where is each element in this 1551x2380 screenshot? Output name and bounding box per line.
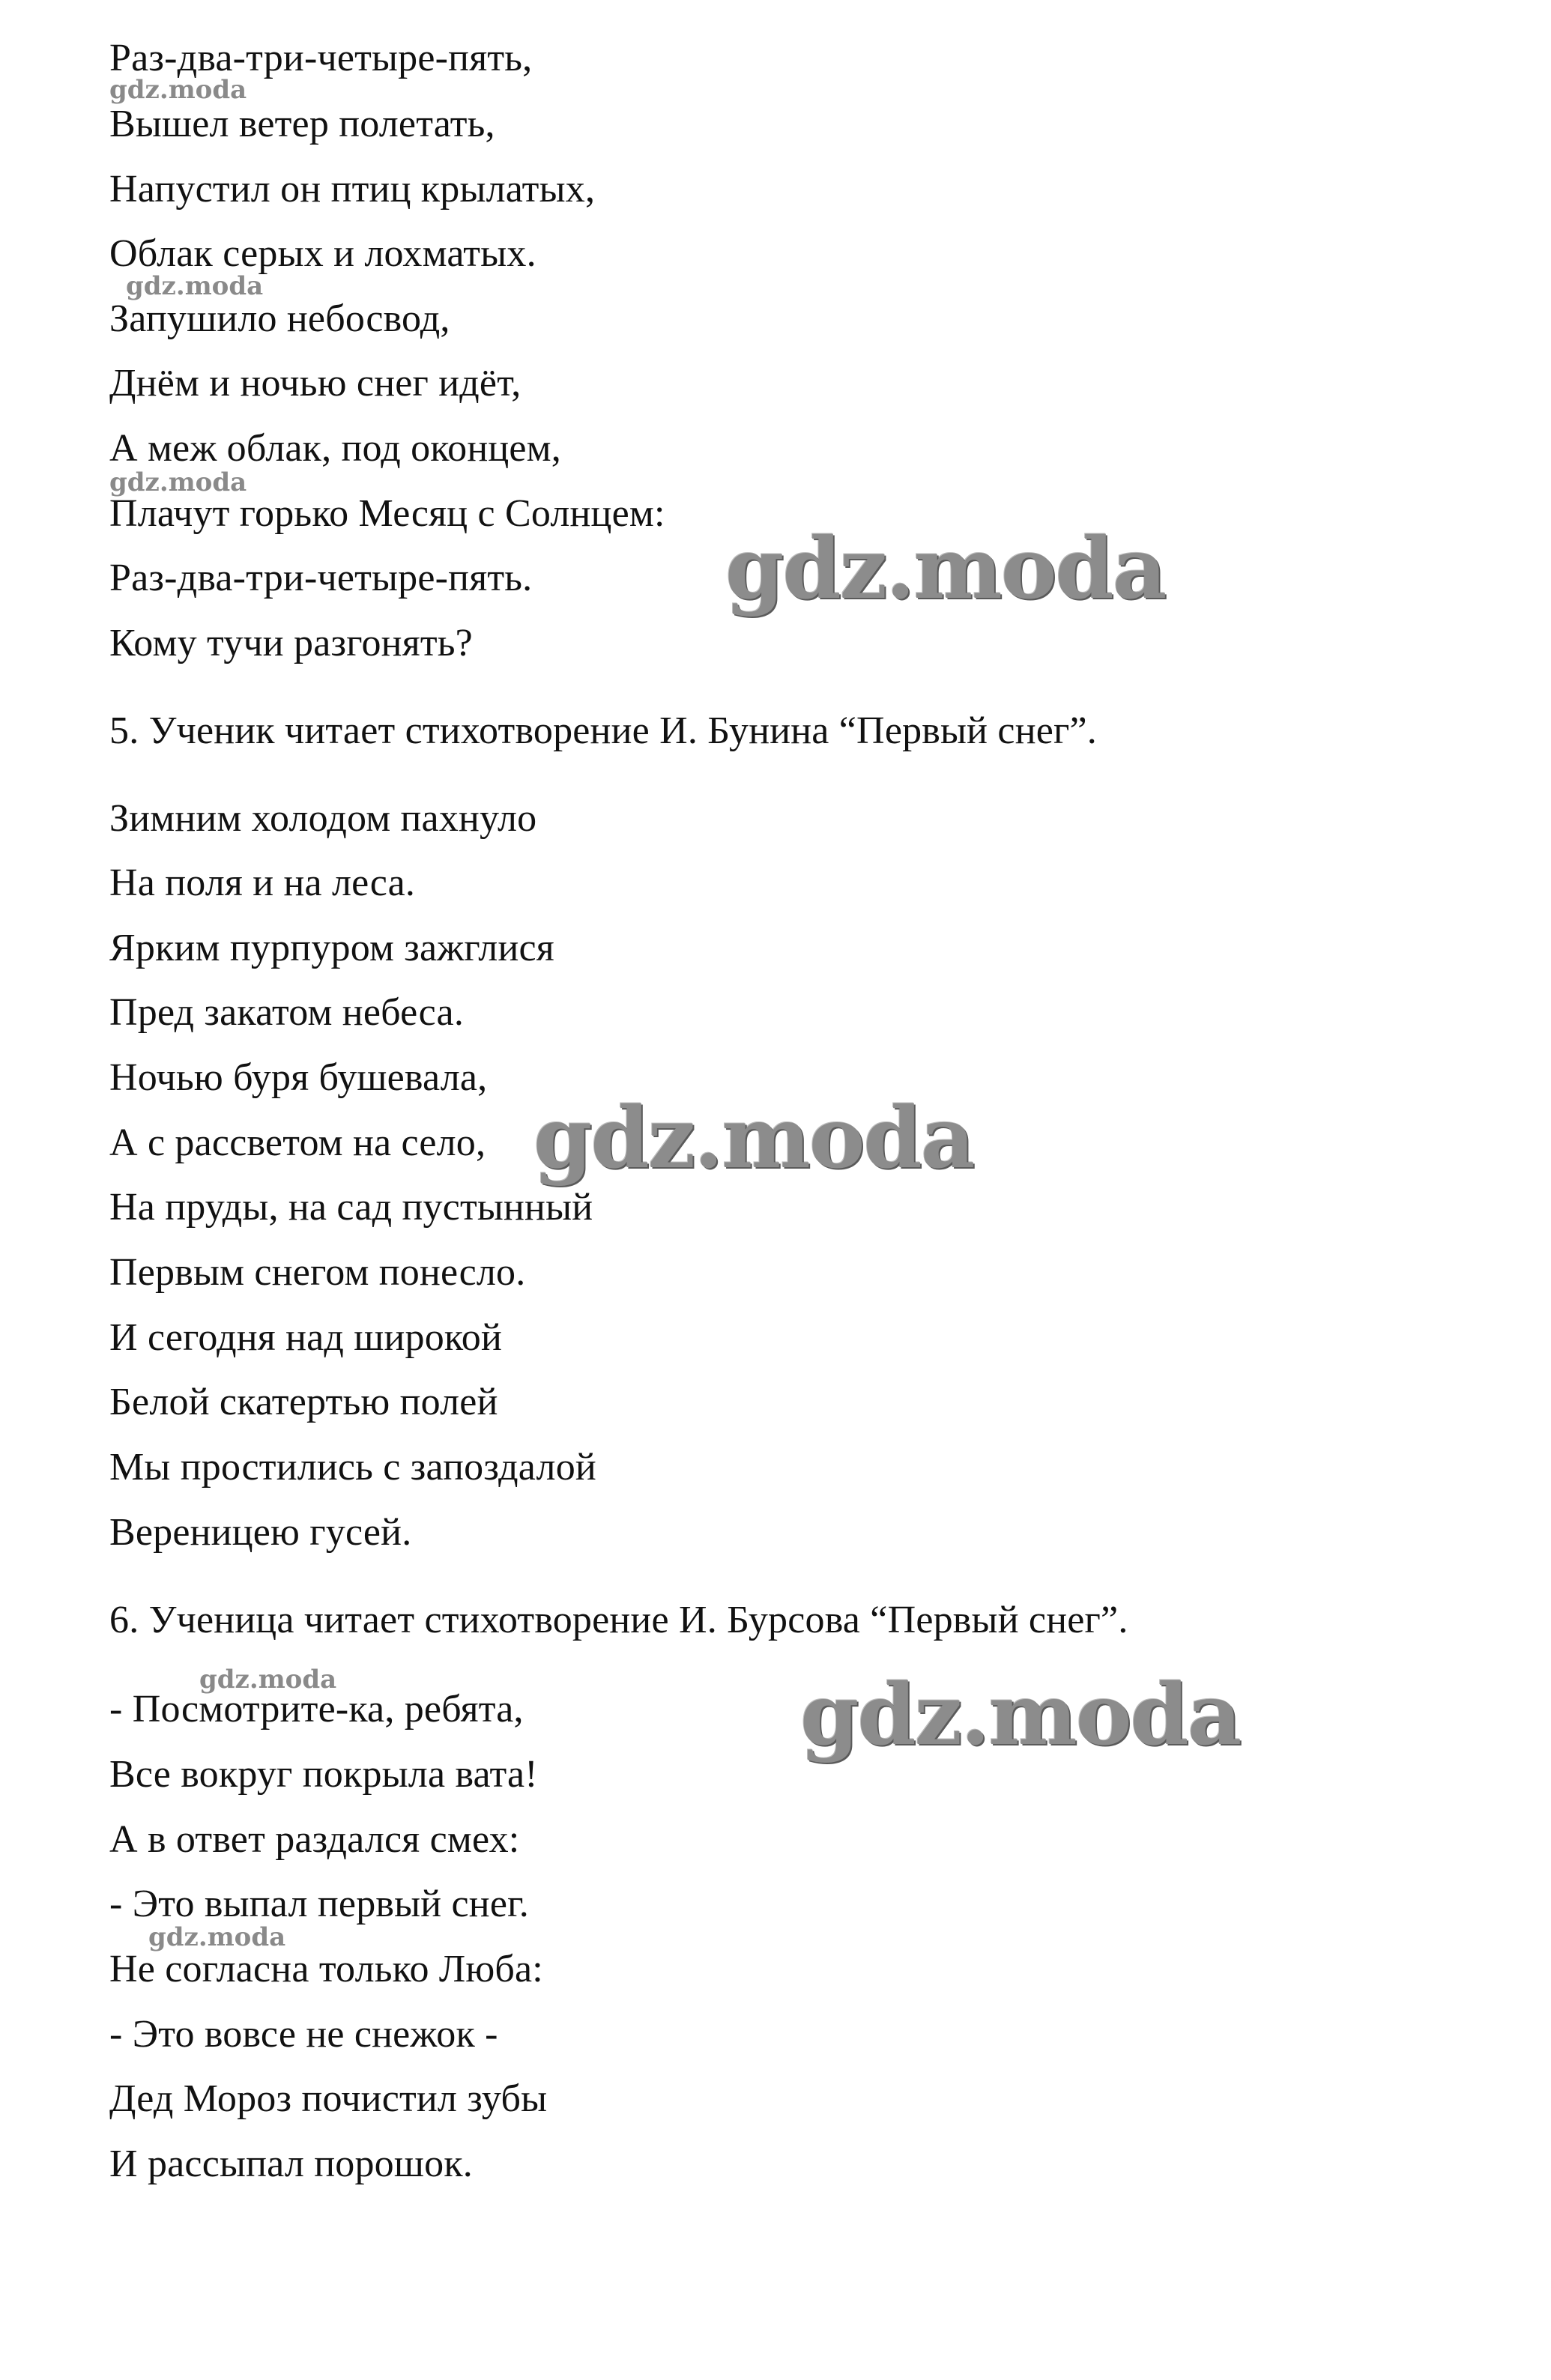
poem-line: Облак серых и лохматых. xyxy=(109,232,536,275)
poem-line: И сегодня над широкой xyxy=(109,1316,502,1359)
poem-line: Не согласна только Люба: xyxy=(109,1948,543,1990)
section-heading: 5. Ученик читает стихотворение И. Бунина “Первый снег”. xyxy=(109,709,1098,752)
poem-line: Ярким пурпуром зажглися xyxy=(109,927,554,969)
poem-line: Напустил он птиц крылатых, xyxy=(109,168,596,211)
poem-line: Кому тучи разгонять? xyxy=(109,622,473,664)
poem-line: Раз-два-три-четыре-пять. xyxy=(109,557,533,599)
poem-line: - Это вовсе не снежок - xyxy=(109,2013,498,2056)
watermark-small: gdz.moda xyxy=(148,1922,286,1952)
poem-line: Все вокруг покрыла вата! xyxy=(109,1753,538,1796)
poem-line: И рассыпал порошок. xyxy=(109,2143,473,2185)
poem-line: Вышел ветер полетать, xyxy=(109,103,495,145)
poem-line: Вереницею гусей. xyxy=(109,1511,412,1554)
poem-line: Ночью буря бушевала, xyxy=(109,1056,488,1099)
poem-line: Пред закатом небеса. xyxy=(109,991,465,1034)
poem-line: Первым снегом понесло. xyxy=(109,1251,526,1294)
poem-line: А с рассветом на село, xyxy=(109,1121,486,1164)
poem-line: Мы простились с запоздалой xyxy=(109,1446,596,1489)
poem-line: - Посмотрите-ка, ребята, xyxy=(109,1688,524,1731)
poem-line: А меж облак, под оконцем, xyxy=(109,427,561,470)
poem-line: - Это выпал первый снег. xyxy=(109,1883,529,1925)
watermark-large: gdz.moda xyxy=(800,1666,1241,1764)
poem-line: Днём и ночью снег идёт, xyxy=(109,362,521,405)
watermark-small: gdz.moda xyxy=(199,1665,337,1695)
poem-line: На пруды, на сад пустынный xyxy=(109,1186,593,1229)
poem-line: Раз-два-три-четыре-пять, xyxy=(109,37,533,79)
poem-line: Белой скатертью полей xyxy=(109,1381,498,1423)
watermark-large: gdz.moda xyxy=(725,520,1166,618)
poem-line: Зимним холодом пахнуло xyxy=(109,797,537,840)
poem-line: Запушило небосвод, xyxy=(109,297,450,340)
watermark-small: gdz.moda xyxy=(126,271,264,301)
watermark-small: gdz.moda xyxy=(109,467,247,497)
section-heading: 6. Ученица читает стихотворение И. Бурсова “Первый снег”. xyxy=(109,1599,1128,1641)
poem-line: Плачут горько Месяц с Солнцем: xyxy=(109,492,665,535)
poem-line: Дед Мороз почистил зубы xyxy=(109,2077,548,2120)
watermark-large: gdz.moda xyxy=(533,1089,974,1187)
poem-line: На поля и на леса. xyxy=(109,862,416,904)
watermark-small: gdz.moda xyxy=(109,75,247,105)
poem-line: А в ответ раздался смех: xyxy=(109,1818,520,1861)
